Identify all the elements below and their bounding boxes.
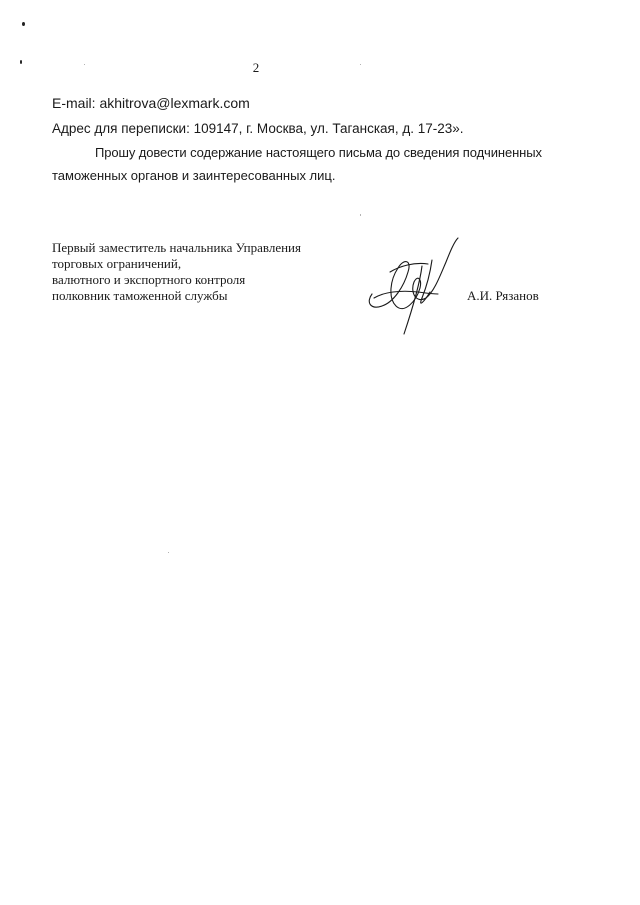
- email-line: E-mail: akhitrova@lexmark.com: [52, 95, 250, 111]
- signatory-title-line: торговых ограничений,: [52, 256, 182, 271]
- signatory-title-line: валютного и экспортного контроля: [52, 272, 246, 287]
- body-paragraph-line: таможенных органов и заинтересованных лиц.: [52, 168, 336, 183]
- scan-speck: [168, 552, 169, 553]
- signature-icon: [360, 232, 470, 342]
- signatory-title-line: Первый заместитель начальника Управления: [52, 240, 301, 255]
- signatory-title-line: полковник таможенной службы: [52, 288, 228, 303]
- scan-speck: [22, 22, 25, 26]
- signer-name: А.И. Рязанов: [467, 288, 539, 303]
- signatory-title: [52, 240, 301, 304]
- body-paragraph-line: Прошу довести содержание настоящего письма до сведения подчиненных: [95, 145, 542, 160]
- scan-speck: [360, 214, 361, 216]
- page-number: 2: [252, 60, 260, 75]
- address-line: Адрес для переписки: 109147, г. Москва, ул. Таганская, д. 17-23».: [52, 121, 464, 136]
